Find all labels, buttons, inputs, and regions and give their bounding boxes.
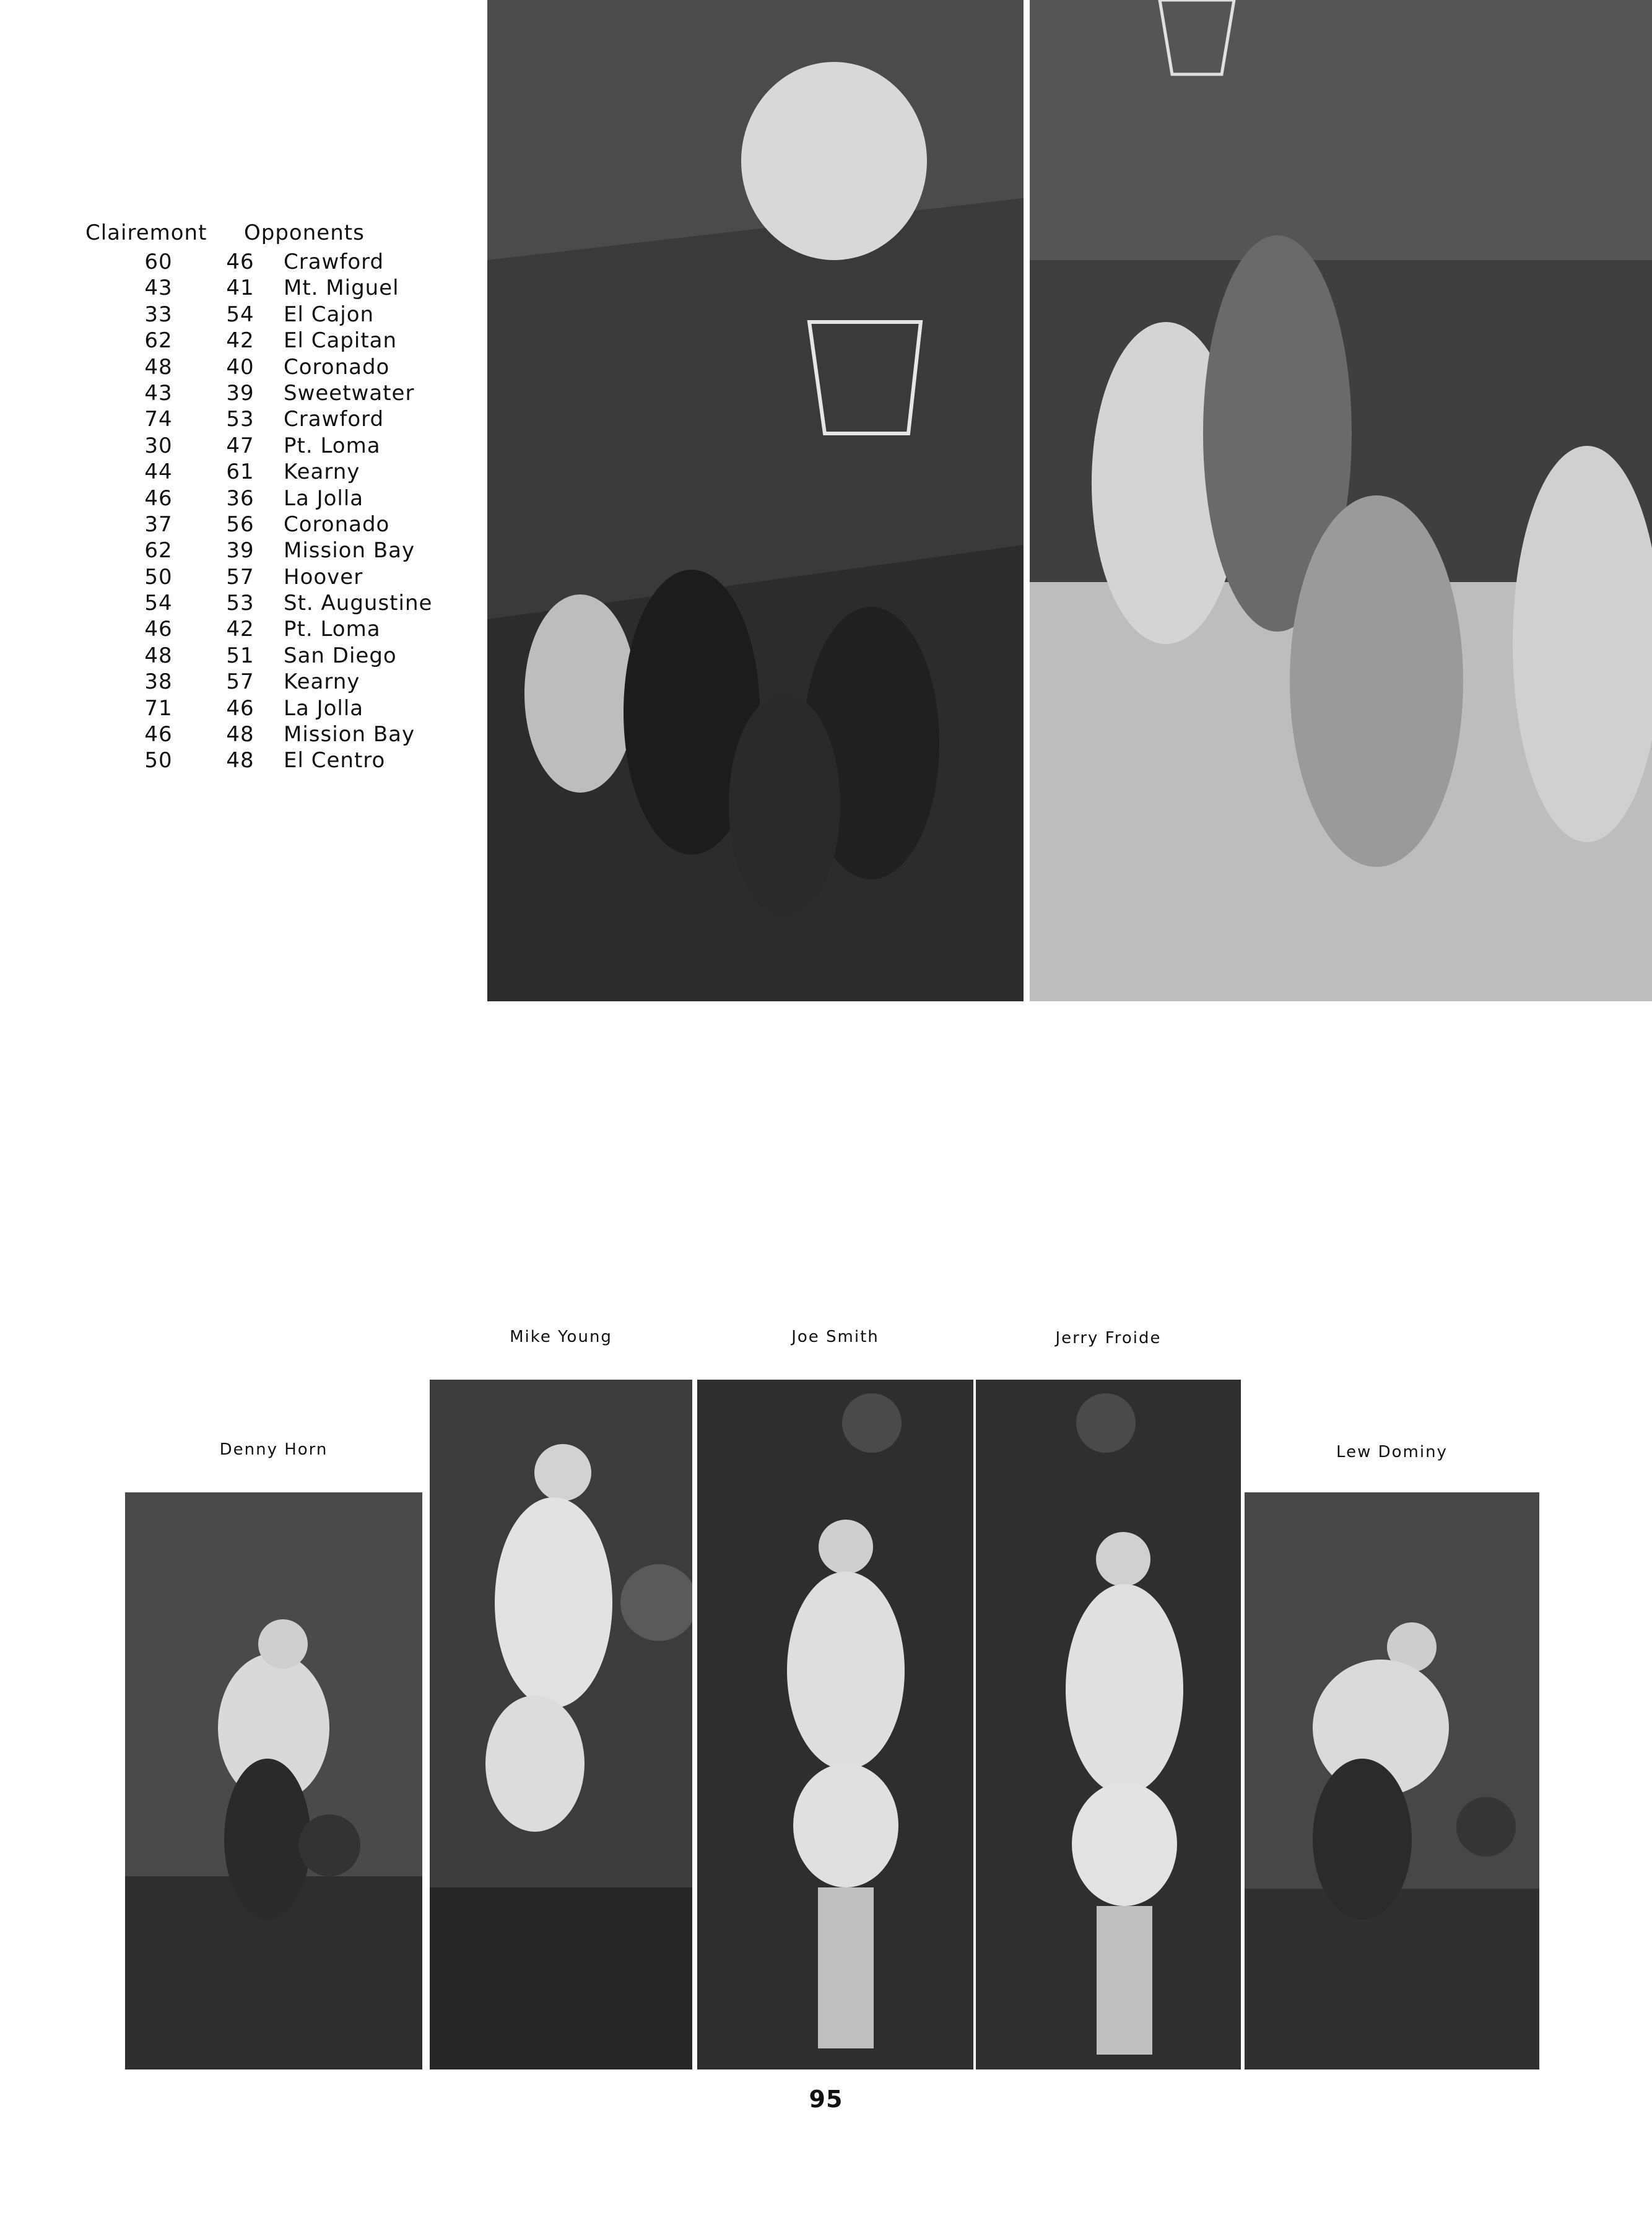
player-caption-lew-dominy: Lew Dominy — [1336, 1443, 1448, 1461]
page-number: 95 — [809, 2086, 843, 2113]
opponent-team: Coronado — [284, 354, 390, 380]
opponent-team: Sweetwater — [284, 380, 415, 406]
game-row — [85, 721, 457, 747]
home-score: 38 — [144, 669, 173, 695]
opponent-score: 61 — [226, 459, 254, 485]
home-score: 46 — [144, 485, 173, 511]
game-action-photo-icon — [1030, 0, 1652, 1001]
game-row — [85, 459, 457, 485]
home-score: 54 — [144, 591, 173, 616]
home-score: 74 — [144, 407, 173, 432]
home-score: 43 — [144, 380, 173, 406]
player-caption-joe-smith: Joe Smith — [791, 1328, 879, 1346]
home-score: 43 — [144, 276, 173, 301]
opponent-team: San Diego — [284, 643, 397, 668]
home-score: 50 — [144, 564, 173, 590]
opponent-team: Mt. Miguel — [284, 276, 399, 301]
opponent-score: 47 — [226, 433, 254, 458]
opponent-score: 48 — [226, 722, 254, 747]
score-table-header — [85, 220, 457, 249]
game-row — [85, 747, 457, 773]
player-caption-jerry-froide: Jerry Froide — [1055, 1329, 1162, 1347]
game-row — [85, 302, 457, 328]
opponent-team: Crawford — [284, 250, 385, 274]
opponent-score: 51 — [226, 643, 254, 668]
game-row — [85, 511, 457, 537]
opponent-score: 42 — [226, 328, 254, 354]
player-passing-photo-icon — [430, 1380, 692, 2069]
home-team-header: Clairemont — [85, 220, 207, 245]
opponent-team: Pt. Loma — [284, 617, 381, 642]
home-score: 44 — [144, 459, 173, 485]
game-row — [85, 406, 457, 432]
player-photo-joe-smith — [697, 1380, 973, 2069]
game-row — [85, 643, 457, 669]
score-rows — [85, 249, 457, 774]
action-photo-left — [487, 0, 1024, 1001]
opponent-team: La Jolla — [284, 485, 364, 511]
home-score: 30 — [144, 433, 173, 458]
opponent-score: 54 — [226, 302, 254, 327]
opponent-score: 36 — [226, 485, 254, 511]
home-score: 62 — [144, 538, 173, 564]
opponent-score: 42 — [226, 617, 254, 642]
game-row — [85, 328, 457, 354]
opponent-score: 40 — [226, 354, 254, 380]
game-row — [85, 564, 457, 590]
opponent-team: El Cajon — [284, 302, 375, 327]
home-score: 62 — [144, 328, 173, 354]
home-score: 46 — [144, 722, 173, 747]
player-shooting-photo-icon — [697, 1380, 973, 2069]
game-row — [85, 275, 457, 301]
player-photo-jerry-froide — [976, 1380, 1241, 2069]
player-caption-denny-horn: Denny Horn — [219, 1440, 328, 1459]
home-score: 50 — [144, 748, 173, 773]
opponent-team: Pt. Loma — [284, 433, 381, 458]
opponent-score: 39 — [226, 380, 254, 406]
opponent-team: St. Augustine — [284, 591, 433, 616]
home-score: 48 — [144, 354, 173, 380]
game-row — [85, 537, 457, 564]
opponent-score: 41 — [226, 276, 254, 301]
opponent-team: Hoover — [284, 564, 363, 590]
game-row — [85, 485, 457, 511]
home-score: 48 — [144, 643, 173, 668]
opponent-team: Mission Bay — [284, 538, 415, 564]
opponent-score: 56 — [226, 511, 254, 537]
opponent-score: 39 — [226, 538, 254, 564]
opponent-team: Mission Bay — [284, 722, 415, 747]
home-score: 46 — [144, 617, 173, 642]
game-action-photo-icon — [487, 0, 1024, 1001]
game-row — [85, 249, 457, 275]
player-caption-mike-young: Mike Young — [510, 1328, 612, 1346]
opponent-team: El Centro — [284, 748, 386, 773]
opponent-team: Coronado — [284, 511, 390, 537]
action-photo-right — [1030, 0, 1652, 1001]
opponent-score: 53 — [226, 407, 254, 432]
home-score: 71 — [144, 695, 173, 721]
opponent-score: 48 — [226, 748, 254, 773]
score-table — [85, 220, 457, 774]
game-row — [85, 590, 457, 616]
opponent-team: El Capitan — [284, 328, 398, 354]
home-score: 33 — [144, 302, 173, 327]
opponent-score: 46 — [226, 695, 254, 721]
player-photo-mike-young — [430, 1380, 692, 2069]
player-photo-denny-horn — [125, 1492, 422, 2069]
game-row — [85, 695, 457, 721]
game-row — [85, 354, 457, 380]
player-dribbling-photo-icon — [1245, 1492, 1539, 2069]
game-row — [85, 669, 457, 695]
opponent-score: 46 — [226, 250, 254, 274]
player-dribbling-photo-icon — [125, 1492, 422, 2069]
game-row — [85, 616, 457, 642]
home-score: 60 — [144, 250, 173, 274]
opponent-score: 53 — [226, 591, 254, 616]
opponent-team: La Jolla — [284, 695, 364, 721]
game-row — [85, 433, 457, 459]
opponent-score: 57 — [226, 564, 254, 590]
opponents-header: Opponents — [244, 220, 365, 245]
opponent-team: Crawford — [284, 407, 385, 432]
opponent-team: Kearny — [284, 459, 360, 485]
player-shooting-photo-icon — [976, 1380, 1241, 2069]
home-score: 37 — [144, 511, 173, 537]
opponent-team: Kearny — [284, 669, 360, 695]
player-photo-lew-dominy — [1245, 1492, 1539, 2069]
opponent-score: 57 — [226, 669, 254, 695]
game-row — [85, 380, 457, 406]
